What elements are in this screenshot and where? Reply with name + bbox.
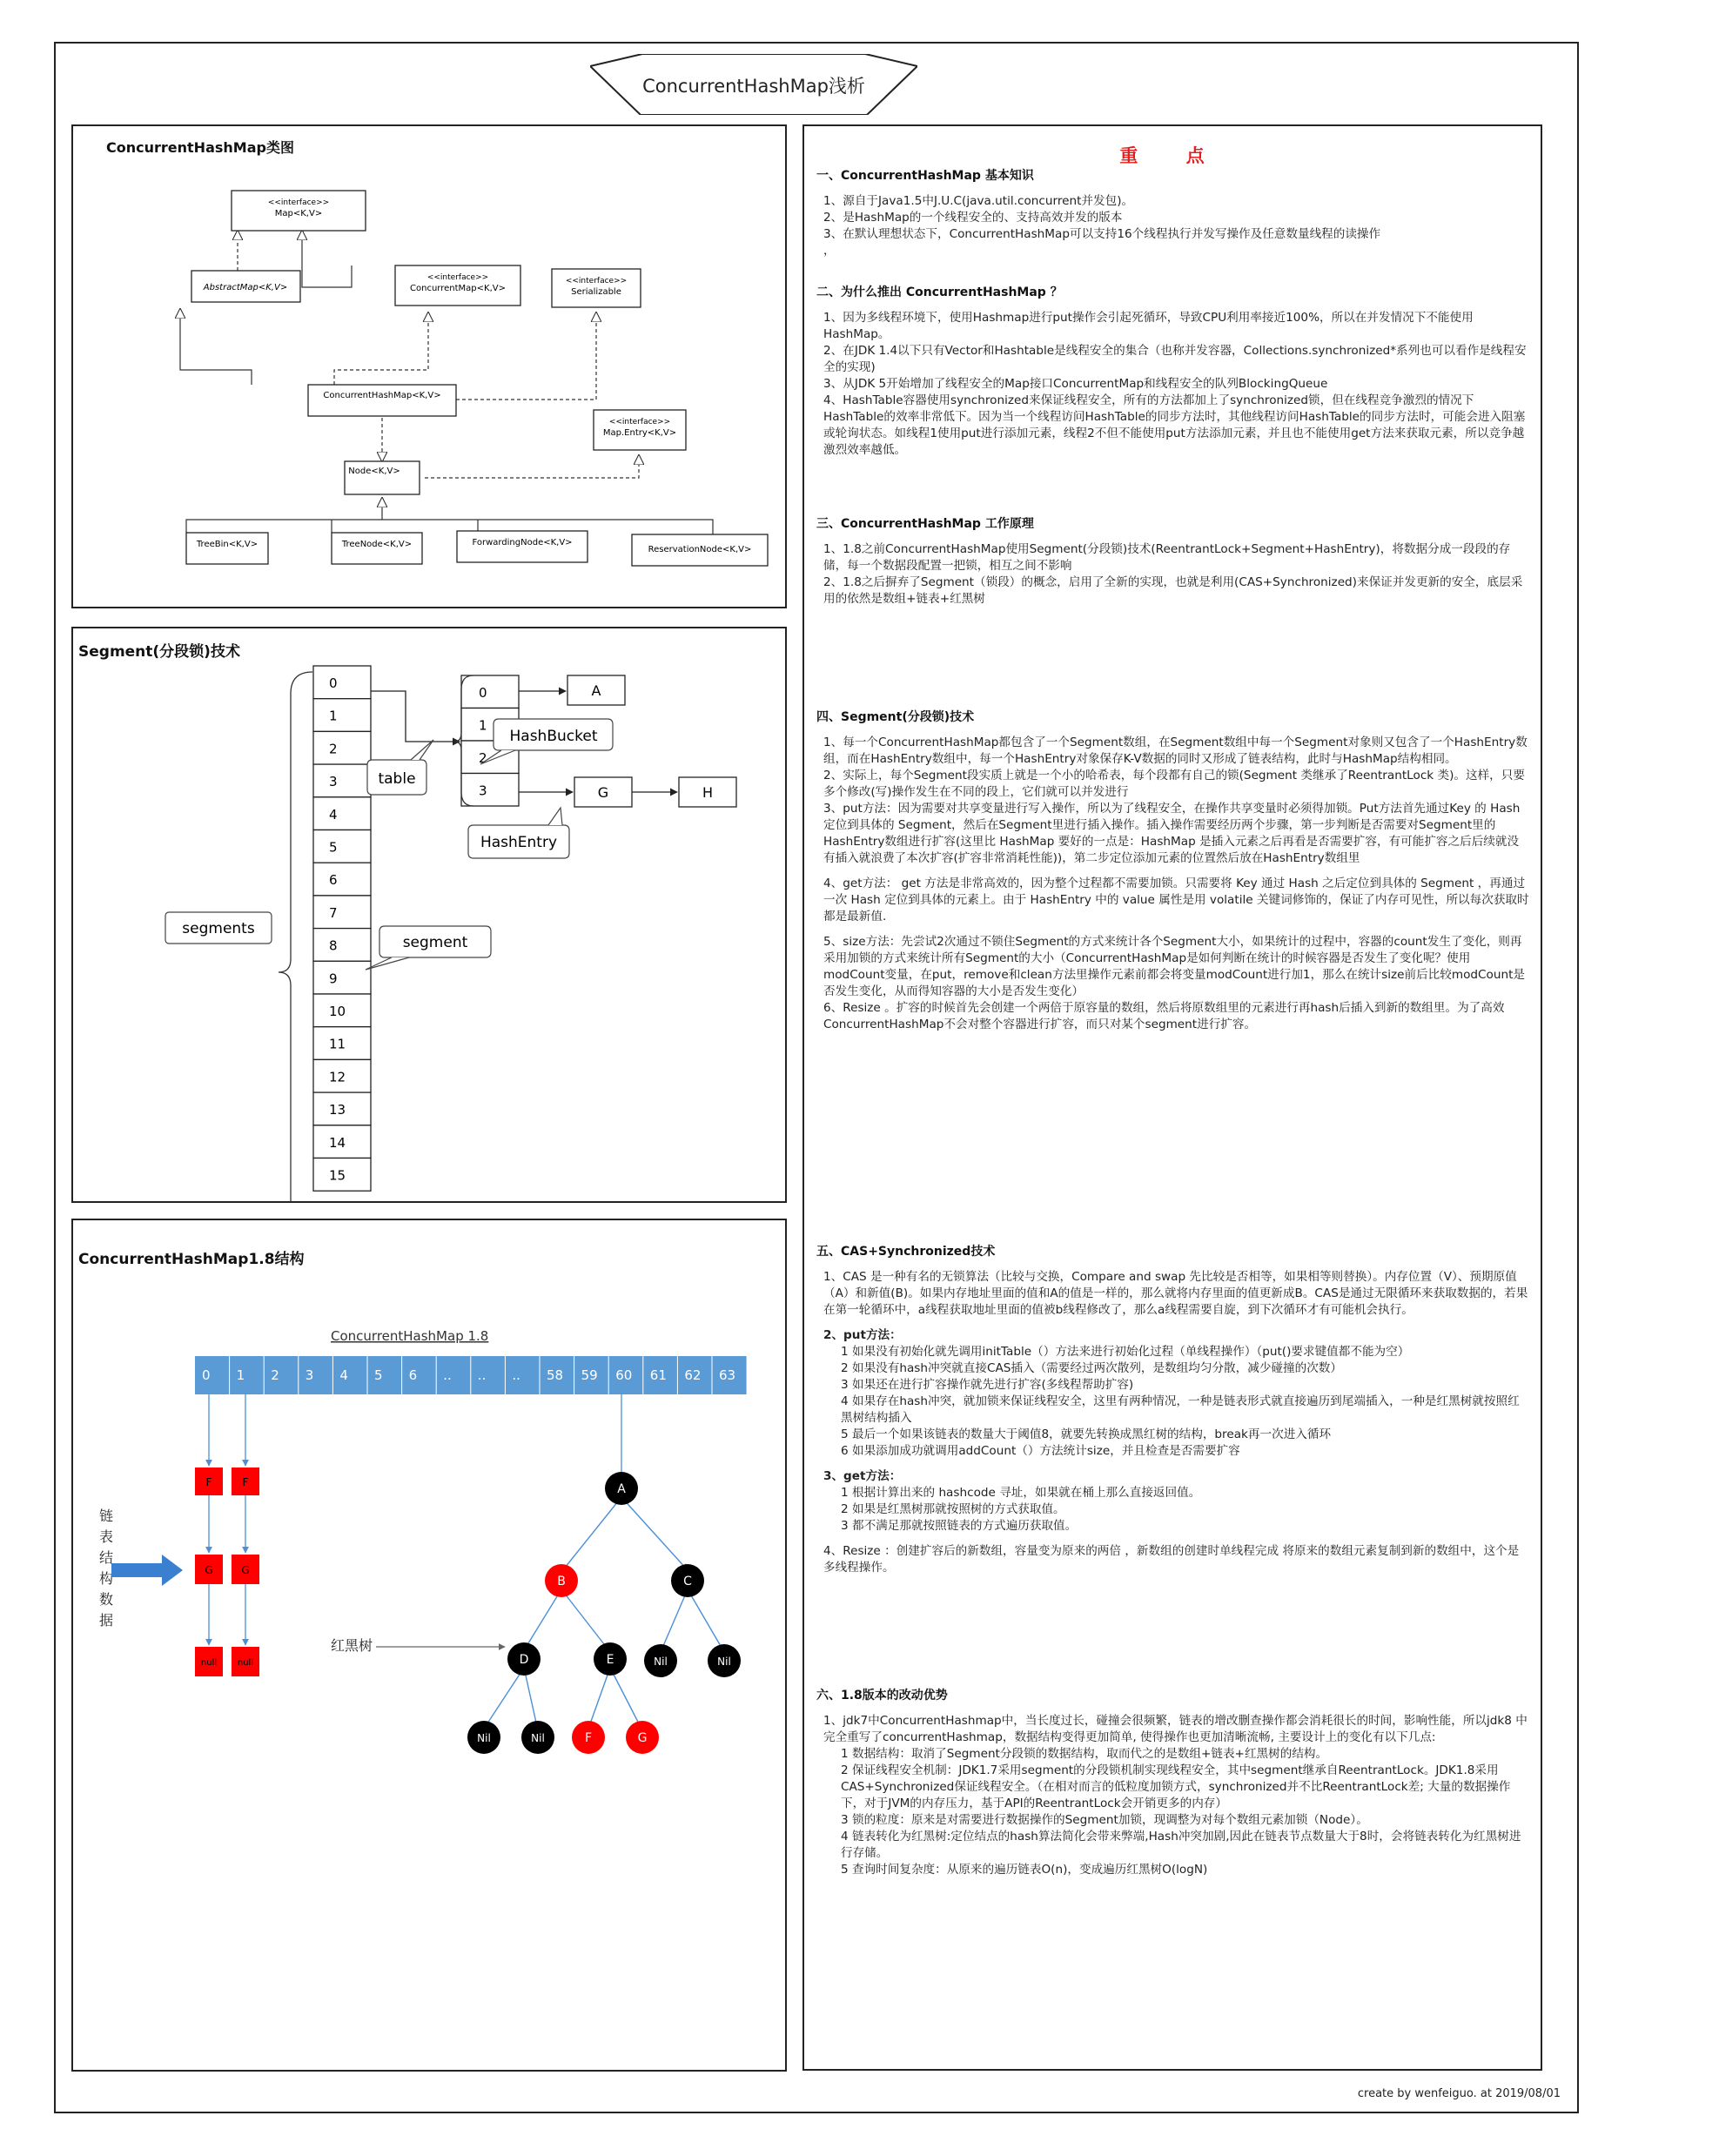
structure-subtitle: ConcurrentHashMap 1.8 (331, 1328, 489, 1344)
s5-para: 4、Resize ：创建扩容后的新数组，容量变为原来的两倍 ，新数组的创建时单线程完成 将原来的数组元素复制到新的数组中，这个是多线程操作。 (823, 1544, 1520, 1575)
s2-item: 2、在JDK 1.4以下只有Vector和Hashtable是线程安全的集合（也称并发容器，Collections.synchronized*系列也可以看作是线程安全的实现) (823, 344, 1527, 374)
section-6 (816, 1688, 1530, 1878)
segment-cell (313, 1125, 371, 1159)
array-cell (202, 1367, 211, 1383)
svg-text:11: 11 (329, 1036, 346, 1052)
list-node-null2 (232, 1647, 259, 1676)
svg-text:ForwardingNode<K,V>: ForwardingNode<K,V> (472, 538, 573, 547)
callout-hashentry (468, 808, 569, 858)
tree-node-c (671, 1564, 704, 1597)
svg-text:2: 2 (329, 741, 338, 757)
s1-item: 3、在默认理想状态下，ConcurrentHashMap可以支持16个线程执行并发写操作及任意数量线程的读操作 (823, 227, 1381, 241)
segment-cell (313, 797, 371, 830)
list-node-g1 (195, 1555, 223, 1584)
s4-item: 2、实际上，每个Segment段实质上就是一个小的哈希表，每个段都有自己的锁(Segment 类继承了ReentrantLock 类)。这样，只要多个修改(写)操作发生在不同的段上，它们就可以并发进行 (823, 769, 1525, 799)
section-4-title: 四、Segment(分段锁)技术 (816, 710, 975, 724)
svg-text:Nil: Nil (654, 1656, 668, 1668)
s4-item: 6、Resize 。扩容的时候首先会创建一个两倍于原容量的数组，然后将原数组里的元素进行再hash后插入到新的数组里。为了高效ConcurrentHashMap不会对整个容器进行扩容，而只对某个segment进行扩容。 (823, 1001, 1505, 1031)
section-2-title: 二、为什么推出 ConcurrentHashMap ？ (816, 285, 1063, 299)
svg-text:..: .. (477, 1367, 487, 1383)
svg-text:F: F (584, 1731, 593, 1745)
segment-cell (313, 994, 371, 1027)
svg-text:F: F (205, 1476, 212, 1488)
list-node-f2 (232, 1468, 259, 1495)
svg-text:F: F (242, 1476, 249, 1488)
tree-node-g (626, 1721, 659, 1754)
callout-segments (165, 912, 272, 944)
svg-text:ConcurrentHashMap<K,V>: ConcurrentHashMap<K,V> (323, 391, 441, 400)
concurrenthashmap-box (308, 385, 456, 416)
svg-text:6: 6 (329, 872, 338, 889)
s1-item: 2、是HashMap的一个线程安全的、支持高效并发的版本 (823, 211, 1123, 225)
list-node-g2 (232, 1555, 259, 1584)
svg-text:7: 7 (329, 904, 338, 921)
s5-put-item: 2 如果没有hash冲突就直接CAS插入（需要经过两次散列，是数组均匀分散，减少碰撞的次数） (841, 1361, 1342, 1375)
svg-text:G: G (597, 784, 609, 801)
svg-text:6: 6 (408, 1367, 418, 1383)
tree-node-nil (708, 1644, 741, 1677)
s5-get-item: 3 都不满足那就按照链表的方式遍历获取值。 (841, 1519, 1078, 1533)
tree-node-nil (521, 1721, 554, 1754)
treenode-box (332, 533, 422, 564)
treebin-box (186, 533, 268, 564)
section-4 (816, 709, 1530, 1033)
svg-text:4: 4 (329, 806, 338, 823)
svg-text:D: D (519, 1653, 529, 1667)
segment-cell (313, 929, 371, 962)
svg-text:0: 0 (479, 685, 487, 701)
svg-text:Nil: Nil (477, 1732, 491, 1744)
svg-text:ReservationNode<K,V>: ReservationNode<K,V> (648, 545, 752, 554)
svg-text:TreeBin<K,V>: TreeBin<K,V> (196, 540, 259, 549)
reservationnode-box (632, 534, 768, 566)
svg-text:5: 5 (374, 1367, 383, 1383)
class-diagram-panel (71, 124, 787, 608)
section-3 (816, 516, 1530, 608)
segment-cell (313, 863, 371, 896)
svg-text:<<interface>>: <<interface>> (565, 277, 628, 285)
tree-node-b (545, 1564, 578, 1597)
structure-diagram (73, 1220, 785, 2070)
tree-node-a (605, 1472, 638, 1505)
svg-text:null: null (237, 1658, 254, 1668)
s6-item: 5 查询时间复杂度：从原来的遍历链表O(n)，变成遍历红黑树O(logN) (841, 1863, 1208, 1877)
svg-text:HashBucket: HashBucket (509, 728, 598, 745)
svg-text:59: 59 (581, 1367, 598, 1383)
svg-text:E: E (606, 1653, 614, 1667)
callout-table (367, 740, 433, 795)
list-node-f1 (195, 1468, 223, 1495)
table-cell (461, 675, 519, 709)
s6-item: 2 保证线程安全机制：JDK1.7采用segment的分段锁机制实现线程安全，其中segment继承自ReentrantLock。JDK1.8采用CAS+Synchronized保证线程安全。（在相对而言的低粒度加锁方式，synchronized并不比ReentrantLock差; 大量的数据操作下，对于JVM的内存压力，基于API的ReentrantLock会开销更多的内存） (841, 1763, 1511, 1810)
svg-text:HashEntry: HashEntry (480, 834, 558, 851)
svg-text:G: G (205, 1564, 213, 1576)
svg-text:G: G (241, 1564, 250, 1576)
s6-para: 1、jdk7中ConcurrentHashmap中，当长度过长，碰撞会很频繁，链表的增改删查操作都会消耗很长的时间，影响性能，所以jdk8 中完全重写了concurrentHashmap，数据结构变得更加简单, 使得操作也更加清晰流畅, 主要设计上的变化有以下几点: (823, 1714, 1528, 1744)
svg-text:0: 0 (329, 675, 338, 691)
s5-put-item: 5 最后一个如果该链表的数量大于阈值8，就要先转换成黑红树的结构，break再一次进入循环 (841, 1427, 1332, 1441)
s5-put-item: 6 如果添加成功就调用addCount（）方法统计size，并且检查是否需要扩容 (841, 1444, 1240, 1458)
section-6-title: 六、1.8版本的改动优势 (816, 1689, 948, 1703)
section-5 (816, 1244, 1530, 1576)
svg-text:60: 60 (615, 1367, 633, 1383)
s5-put-item: 3 如果还在进行扩容操作就先进行扩容(多线程帮助扩容) (841, 1378, 1134, 1392)
svg-text:58: 58 (547, 1367, 564, 1383)
notes-panel (802, 124, 1542, 2071)
svg-text:Map<K,V>: Map<K,V> (274, 209, 323, 218)
s5-get-title: 3、get方法： (823, 1469, 902, 1483)
svg-text:8: 8 (329, 937, 338, 954)
svg-text:62: 62 (684, 1367, 702, 1383)
svg-text:61: 61 (649, 1367, 667, 1383)
list-node-null1 (195, 1647, 223, 1676)
svg-text:<<interface>>: <<interface>> (267, 198, 330, 207)
serializable-box (552, 269, 641, 307)
table-cell (461, 774, 519, 807)
s5-put-title: 2、put方法： (823, 1328, 902, 1342)
segment-panel (71, 627, 787, 1203)
svg-text:null: null (200, 1658, 218, 1668)
segment-cell (313, 699, 371, 732)
svg-text:segment: segment (402, 934, 468, 951)
node-box (345, 461, 420, 494)
page-title: ConcurrentHashMap浅析 (642, 76, 865, 97)
svg-text:C: C (683, 1575, 692, 1588)
svg-text:segments: segments (182, 920, 255, 937)
svg-text:10: 10 (329, 1004, 346, 1019)
segment-cell (313, 1059, 371, 1092)
hash-array (195, 1356, 747, 1394)
svg-text:Map.Entry<K,V>: Map.Entry<K,V> (602, 428, 677, 438)
concurrentmap-box (395, 265, 520, 306)
svg-text:..: .. (443, 1367, 452, 1383)
svg-text:G: G (637, 1731, 648, 1745)
node-a (567, 675, 625, 705)
rbtree-label: 红黑树 (331, 1637, 373, 1654)
s1-item: 1、源自于Java1.5中J.U.C(java.util.concurrent并发包)。 (823, 194, 1134, 208)
structure-heading: ConcurrentHashMap1.8结构 (78, 1251, 305, 1268)
s2-item: 1、因为多线程环境下，使用Hashmap进行put操作会引起死循环，导致CPU利用率接近100%，所以在并发情况下不能使用HashMap。 (823, 311, 1474, 341)
segment-cell (313, 764, 371, 797)
section-3-title: 三、ConcurrentHashMap 工作原理 (816, 517, 1034, 531)
section-2 (816, 285, 1530, 459)
node-g (574, 777, 632, 807)
svg-text:ConcurrentMap<K,V>: ConcurrentMap<K,V> (410, 284, 506, 293)
tree-node-nil (644, 1644, 677, 1677)
class-diagram (73, 126, 785, 607)
s4-item: 4、get方法： get 方法是非常高效的，因为整个过程都不需要加锁。只需要将 Key 通过 Hash 之后定位到具体的 Segment ，再通过一次 Hash 定位到具体的元素上。由于 HashEntry 中的 value 属性是用 volatile 关键词修饰的，保证了内存可见性，所以每次获取时都是最新值. (823, 877, 1529, 924)
credit-text: create by wenfeiguo. at 2019/08/01 (1357, 2087, 1561, 2100)
s3-item: 2、1.8之后摒弃了Segment（锁段）的概念，启用了全新的实现，也就是利用(CAS+Synchronized)来保证并发更新的安全，底层采用的依然是数组+链表+红黑树 (823, 575, 1523, 606)
svg-text:<<interface>>: <<interface>> (608, 418, 671, 426)
forwardingnode-box (457, 531, 588, 562)
tree-node-nil (467, 1721, 500, 1754)
svg-text:AbstractMap<K,V>: AbstractMap<K,V> (203, 283, 288, 292)
tree-node-d (507, 1642, 541, 1676)
s1-item: ， (823, 244, 836, 258)
abstractmap-box (191, 271, 300, 302)
class-diagram-heading: ConcurrentHashMap类图 (106, 139, 294, 156)
svg-text:H: H (702, 784, 714, 801)
s5-get-item: 2 如果是红黑树那就按照树的方式获取值。 (841, 1502, 1065, 1516)
svg-text:..: .. (512, 1367, 520, 1383)
notes-heading: 重 点 (1119, 145, 1225, 166)
svg-text:3: 3 (479, 782, 487, 799)
s5-put-item: 4 如果存在hash冲突，就加锁来保证线程安全，这里有两种情况，一种是链表形式就直接遍历到尾端插入，一种是红黑树就按照红黑树结构插入 (841, 1394, 1520, 1425)
section-5-title: 五、CAS+Synchronized技术 (816, 1245, 996, 1259)
svg-text:14: 14 (329, 1134, 346, 1151)
s6-item: 4 链表转化为红黑树:定位结点的hash算法简化会带来弊端,Hash冲突加剧,因此在链表节点数量大于8时，会将链表转化为红黑树进行存储。 (841, 1830, 1521, 1860)
svg-text:table: table (378, 770, 416, 788)
segment-cell (313, 666, 371, 699)
svg-text:5: 5 (329, 839, 338, 856)
map-entry-box (594, 410, 686, 450)
svg-text:Nil: Nil (717, 1656, 731, 1668)
title-banner (590, 54, 917, 115)
segment-cell (313, 830, 371, 863)
s4-item: 1、每一个ConcurrentHashMap都包含了一个Segment数组，在Segment数组中每一个Segment对象则又包含了一个HashEntry数组，而在HashEntry数组中，每一个HashEntry对象保存K-V数据的同时又形成了链表结构，此时与HashMap结构相同。 (823, 735, 1528, 766)
svg-text:2: 2 (271, 1367, 279, 1383)
segment-cell (313, 896, 371, 929)
section-1 (816, 168, 1530, 259)
svg-text:9: 9 (329, 971, 338, 987)
svg-text:A: A (591, 682, 601, 699)
s2-item: 3、从JDK 5开始增加了线程安全的Map接口ConcurrentMap和线程安全的队列BlockingQueue (823, 377, 1328, 391)
callout-segment (366, 926, 491, 970)
s4-item: 5、size方法：先尝试2次通过不锁住Segment的方式来统计各个Segment大小，如果统计的过程中，容器的count发生了变化，则再采用加锁的方式来统计所有Segment的大小（ConcurrentHashMap是如何判断在统计的时候容器是否发生了变化呢？使用modCount变量，在put，remove和clean方法里操作元素前都会将变量modCount进行加1，那么在统计size前后比较modCount是否发生变化，从而得知容器的大小是否发生变化） (823, 935, 1526, 998)
svg-text:Serializable: Serializable (571, 287, 621, 297)
svg-text:3: 3 (329, 774, 338, 790)
block-arrow-icon (111, 1555, 183, 1586)
tree-node-e (594, 1642, 627, 1676)
svg-text:1: 1 (479, 717, 487, 734)
svg-text:B: B (557, 1575, 566, 1588)
segment-diagram (73, 628, 785, 1201)
s2-item: 4、HashTable容器使用synchronized来保证线程安全，所有的方法都加上了synchronized锁，但在线程竞争激烈的情况下HashTable的效率非常低下。因为当一个线程访问HashTable的同步方法时，其他线程访问HashTable的同步方法时，可能会进入阻塞或轮询状态。如线程1使用put进行添加元素，线程2不但不能使用put方法添加元素，并且也不能使用get方法来获取元素，所以竞争越激烈效率越低。 (823, 393, 1526, 457)
section-1-title: 一、ConcurrentHashMap 基本知识 (816, 169, 1034, 183)
svg-text:15: 15 (329, 1167, 346, 1184)
s5-para: 1、CAS 是一种有名的无锁算法（比较与交换，Compare and swap 先比较是否相等，如果相等则替换）。内存位置（V）、预期原值（A）和新值(B)。如果内存地址里面的值和A的值是一样的，那么就将内存里面的值更新成B。CAS是通过无限循环来获取数据的，若果在第一轮循环中，a线程获取地址里面的值被b线程修改了，那么a线程需要自旋，到下次循环才有可能机会执行。 (823, 1270, 1528, 1317)
s6-item: 1 数据结构：取消了Segment分段锁的数据结构，取而代之的是数组+链表+红黑树的结构。 (841, 1747, 1328, 1761)
s5-put-item: 1 如果没有初始化就先调用initTable（）方法来进行初始化过程（单线程操作）（put()要求键值都不能为空） (841, 1345, 1410, 1359)
map-interface-box (232, 191, 366, 231)
segment-cell (313, 1027, 371, 1060)
list-structure-label (99, 1508, 113, 1629)
svg-text:A: A (617, 1482, 626, 1496)
s3-item: 1、1.8之前ConcurrentHashMap使用Segment(分段锁)技术(ReentrantLock+Segment+HashEntry)，将数据分成一段段的存储，每一个数据段配置一把锁，相互之间不影响 (823, 542, 1511, 573)
svg-text:12: 12 (329, 1069, 346, 1085)
svg-text:1: 1 (236, 1367, 245, 1383)
svg-text:1: 1 (329, 708, 338, 724)
segments-array (313, 666, 371, 1191)
svg-text:0: 0 (202, 1367, 211, 1383)
tree-node-f (572, 1721, 605, 1754)
svg-text:链表结构数据: 链表结构数据 (99, 1508, 114, 1629)
svg-text:4: 4 (339, 1367, 348, 1383)
node-h (679, 777, 736, 807)
segment-cell (313, 731, 371, 764)
s5-get-item: 1 根据计算出来的 hashcode 寻址，如果就在桶上那么直接返回值。 (841, 1486, 1201, 1500)
segment-cell (313, 1092, 371, 1125)
svg-text:2: 2 (479, 750, 487, 766)
svg-text:TreeNode<K,V>: TreeNode<K,V> (341, 540, 413, 549)
svg-text:Nil: Nil (531, 1732, 545, 1744)
svg-text:<<interface>>: <<interface>> (426, 273, 489, 282)
s6-item: 3 锁的粒度：原来是对需要进行数据操作的Segment加锁，现调整为对每个数组元素加锁（Node）。 (841, 1813, 1368, 1827)
svg-text:3: 3 (305, 1367, 314, 1383)
svg-text:Node<K,V>: Node<K,V> (348, 467, 400, 476)
segment-cell (313, 961, 371, 994)
svg-text:63: 63 (719, 1367, 736, 1383)
segment-cell (313, 1159, 371, 1192)
svg-text:13: 13 (329, 1102, 346, 1118)
segment-heading: Segment(分段锁)技术 (78, 643, 240, 661)
structure-panel (71, 1219, 787, 2072)
s4-item: 3、put方法：因为需要对共享变量进行写入操作，所以为了线程安全，在操作共享变量时必须得加锁。Put方法首先通过Key 的 Hash 定位到具体的 Segment，然后在Segment里进行插入操作。插入操作需要经历两个步骤，第一步判断是否需要对Segment里的HashEntry数组进行扩容(这里比 HashMap 要好的一点是：HashMap 是插入元素之后再看是否需要扩容，有可能扩容之后后续就没有插入就浪费了本次扩容(扩容非常消耗性能))，第二步定位添加元素的位置然后放在HashEntry数组里 (823, 802, 1521, 865)
